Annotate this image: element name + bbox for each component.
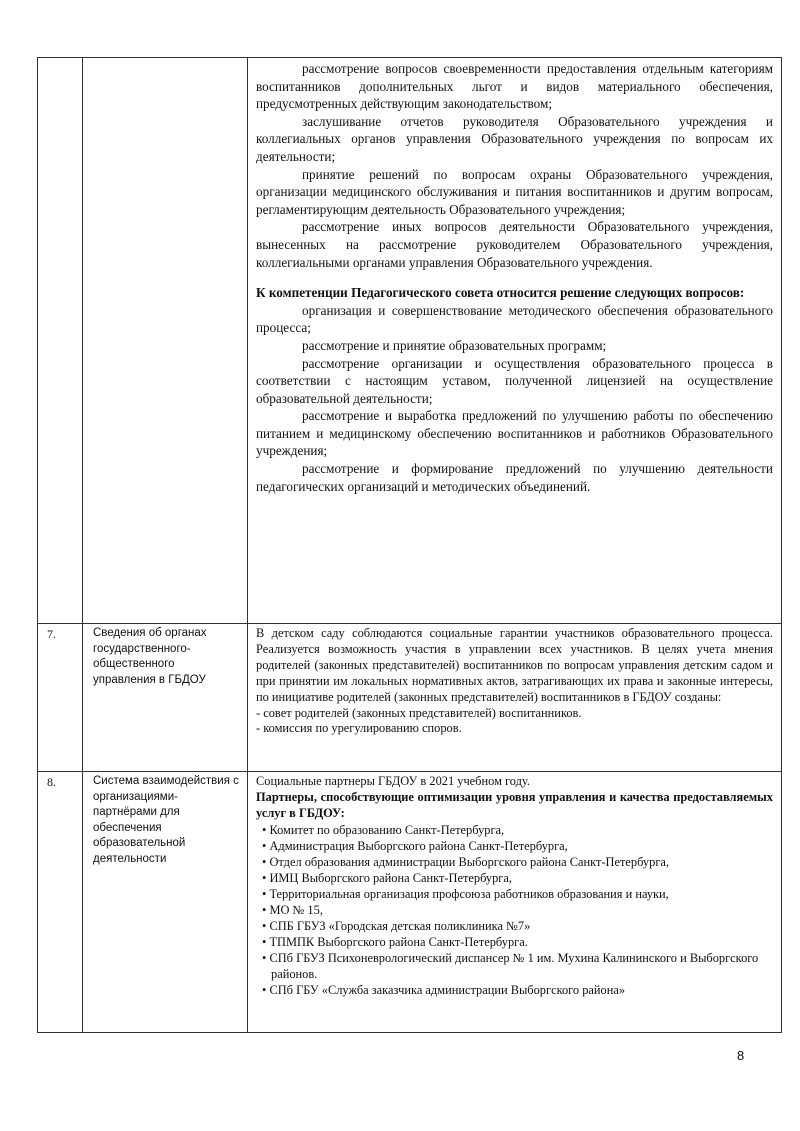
paragraph: принятие решений по вопросам охраны Образовательного учреждения, организации медицинского обслуживания и питания воспитанников и другим вопросам, регламентирующим деятельность Образовательного учреждения; (256, 166, 773, 217)
bullet: • (262, 886, 267, 901)
list-item: • СПб ГБУ «Служба заказчика администрации Выборгского района» (262, 982, 626, 997)
partners-list (256, 822, 773, 998)
bullet: • (262, 854, 267, 869)
page-number: 8 (737, 1048, 745, 1063)
cell-label (83, 58, 248, 624)
list-item: - совет родителей (законных представителей) воспитанников. (256, 705, 582, 720)
document-table (37, 57, 782, 1033)
cell-content (248, 58, 782, 624)
paragraph: В детском саду соблюдаются социальные гарантии участников образовательного процесса. Реализуется возможность участия в управлении всех участников. В целях учета мнения родителей (законных представителей) воспитанников по вопросам управления детским садом и при принятии им локальных нормативных актов, затрагивающих их права и законные интересы, по инициативе родителей (законных представителей) воспитанников в ГБДОУ созданы: (256, 626, 773, 704)
paragraph: рассмотрение организации и осуществления образовательного процесса в соответствии с настоящим уставом, полученной лицензией на осуществление образовательной деятельности; (256, 355, 773, 406)
row-number: 8. (38, 772, 83, 1033)
row-number: 7. (38, 624, 83, 772)
list-item: - комиссия по урегулированию споров. (256, 721, 462, 736)
cell-content (248, 624, 782, 772)
bullet: • (262, 918, 267, 933)
bullet: • (262, 870, 267, 885)
paragraph: организация и совершенствование методического обеспечения образовательного процесса; (256, 302, 773, 336)
bullet: • (262, 950, 267, 965)
bullet: • (262, 982, 267, 997)
paragraph: Социальные партнеры ГБДОУ в 2021 учебном году. (256, 774, 530, 788)
cell-content (248, 772, 782, 1033)
row-label: Система взаимодействия с организациями-партнёрами для обеспечения образовательной деятельности (83, 772, 248, 1033)
paragraph: заслушивание отчетов руководителя Образовательного учреждения и коллегиальных органов управления Образовательного учреждения по вопросам их деятельности; (256, 113, 773, 164)
list-item: • ИМЦ Выборгского района Санкт-Петербурга, (262, 870, 512, 885)
list-item: • Отдел образования администрации Выборгского района Санкт-Петербурга, (262, 854, 670, 869)
list-item: • Комитет по образованию Санкт-Петербурга, (262, 822, 505, 837)
list-item: • ТПМПК Выборгского района Санкт-Петербурга. (262, 934, 528, 949)
bullet: • (262, 902, 267, 917)
bullet: • (262, 838, 267, 853)
paragraph: рассмотрение и выработка предложений по улучшению работы по обеспечению питанием и медицинскому обеспечению воспитанников и работников Образовательного учреждения; (256, 408, 773, 459)
list-item: • СПБ ГБУЗ «Городская детская поликлиника №7» (262, 918, 531, 933)
paragraph: рассмотрение вопросов своевременности предоставления отдельным категориям воспитанников дополнительных льгот и видов материального обеспечения, предусмотренных действующим законодательством; (256, 61, 773, 112)
paragraph: рассмотрение иных вопросов деятельности Образовательного учреждения, вынесенных на рассмотрение руководителем Образовательного учреждения, коллегиальными органами управления Образовательного учреждения. (256, 219, 773, 270)
bullet: • (262, 934, 267, 949)
list-item: • Администрация Выборгского района Санкт-Петербурга, (262, 838, 568, 853)
list-item: • СПб ГБУЗ Психоневрологический диспансер № 1 им. Мухина Калининского и Выборгского районов. (262, 950, 759, 981)
paragraph: рассмотрение и принятие образовательных программ; (302, 337, 607, 353)
table-row-8 (38, 772, 782, 1033)
table-row-7 (38, 624, 782, 772)
bullet: • (262, 822, 267, 837)
section-heading: К компетенции Педагогического совета относится решение следующих вопросов: (256, 285, 745, 301)
table-row-continued (38, 58, 782, 624)
list-item: • Территориальная организация профсоюза работников образования и науки, (262, 886, 669, 901)
section-heading: Партнеры, способствующие оптимизации уровня управления и качества предоставляемых услуг в ГБДОУ: (256, 789, 773, 820)
cell-number (38, 58, 83, 624)
list-item: • МО № 15, (262, 902, 323, 917)
paragraph: рассмотрение и формирование предложений по улучшению деятельности педагогических организаций и методических объединений. (256, 461, 773, 494)
row-label: Сведения об органах государственного-общественного управления в ГБДОУ (83, 624, 248, 772)
